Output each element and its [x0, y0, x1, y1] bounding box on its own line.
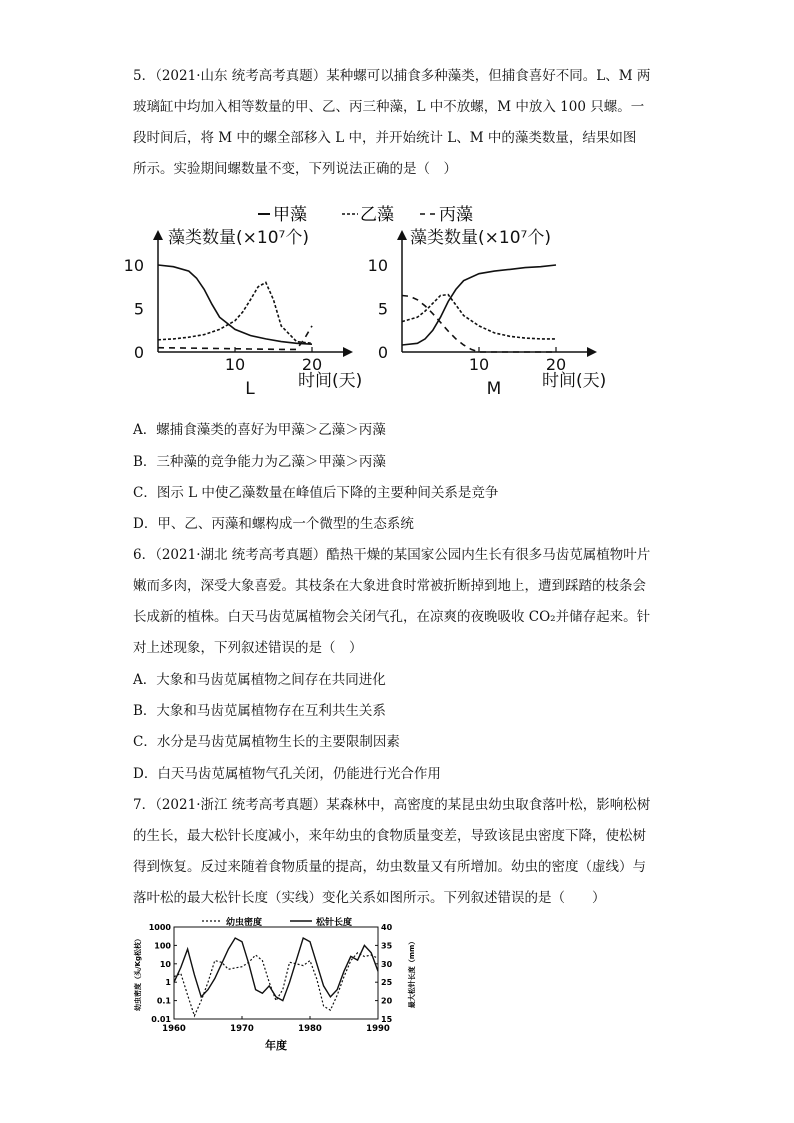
- q6-option-a[interactable]: A．大象和马齿苋属植物之间存在共同进化: [133, 672, 386, 688]
- chart-panel-l: [124, 228, 363, 399]
- legend-label-jia: 甲藻: [273, 205, 307, 225]
- y-tick-label: 10: [367, 256, 388, 275]
- legend-label-yi: 乙藻: [360, 205, 394, 225]
- left-tick-label: 100: [154, 941, 171, 951]
- series-line-乙藻: [402, 295, 556, 339]
- q7-figure: [130, 915, 420, 1055]
- chart-panel-m: [368, 228, 607, 399]
- q6-option-d[interactable]: D．白天马齿苋属植物气孔关闭，仍能进行光合作用: [133, 766, 441, 782]
- y-axis-title: 藻类数量(×10⁷个): [410, 228, 551, 248]
- q5-line: 5．（2021·山东 统考高考真题）某种螺可以捕食多种藻类，但捕食喜好不同。L、M 两: [133, 68, 651, 84]
- panel-label: M: [486, 379, 502, 399]
- q5-line: 段时间后，将 M 中的螺全部移入 L 中，并开始统计 L、M 中的藻类数量，结果如图: [133, 130, 637, 146]
- left-axis-title: 幼虫密度（头/Kg松枝）: [134, 935, 142, 1011]
- x-axis-arrow: [343, 347, 353, 357]
- q6-line: 6．（2021·湖北 统考高考真题）酷热干燥的某国家公园内生长有很多马齿苋属植物叶片: [133, 547, 651, 563]
- x-tick-label: 1970: [230, 1024, 254, 1034]
- right-tick-label: 30: [381, 959, 393, 969]
- q6-line: 嫩而多肉，深受大象喜爱。其枝条在大象进食时常被折断掉到地上，遭到踩踏的枝条会: [133, 578, 646, 594]
- x-tick-label: 1960: [162, 1024, 186, 1034]
- q5-line: 玻璃缸中均加入相等数量的甲、乙、丙三种藻，L 中不放螺，M 中放入 100 只螺。一: [133, 99, 645, 115]
- q6-option-c[interactable]: C．水分是马齿苋属植物生长的主要限制因素: [133, 734, 400, 750]
- x-tick-label: 10: [468, 355, 490, 374]
- left-tick-label: 1: [165, 978, 171, 988]
- x-axis-title: 年度: [265, 1039, 287, 1052]
- q6-option-b[interactable]: B．大象和马齿苋属植物存在互利共生关系: [133, 703, 386, 719]
- series-line-乙藻: [158, 282, 312, 343]
- legend-label-bing: 丙藻: [439, 205, 473, 225]
- x-tick-label: 1990: [366, 1024, 390, 1034]
- q6-line: 对上述现象，下列叙述错误的是（ ）: [133, 640, 363, 656]
- y-axis-title: 藻类数量(×10⁷个): [168, 228, 309, 248]
- y-tick-label: 10: [123, 256, 144, 275]
- x-tick-label: 20: [545, 355, 567, 374]
- y-tick-label: 5: [377, 299, 388, 319]
- right-tick-label: 35: [381, 941, 393, 951]
- x-tick-label: 20: [301, 355, 323, 374]
- y-axis-arrow: [153, 230, 163, 240]
- y-tick-label: 0: [377, 343, 388, 362]
- series-line-丙藻: [402, 296, 556, 353]
- legend-label-needle: 松针长度: [316, 918, 353, 928]
- q5-legend: [258, 205, 473, 225]
- plot-frame: [174, 927, 378, 1019]
- series-line-甲藻: [158, 265, 312, 344]
- q5-figure: [123, 200, 620, 400]
- right-axis-title: 最大松针长度（mm）: [408, 937, 416, 1009]
- right-tick-label: 40: [381, 923, 393, 932]
- left-tick-label: 0.01: [151, 1015, 171, 1024]
- left-tick-label: 1000: [148, 923, 171, 932]
- q7-line: 得到恢复。反过来随着食物质量的提高，幼虫数量又有所增加。幼虫的密度（虚线）与: [133, 859, 646, 875]
- q6-line: 长成新的植株。白天马齿苋属植物会关闭气孔，在凉爽的夜晚吸收 CO₂并储存起来。针: [133, 609, 651, 625]
- x-axis-arrow: [587, 347, 597, 357]
- x-tick-label: 10: [224, 355, 246, 374]
- q7-line: 的生长，最大松针长度减小，来年幼虫的食物质量变差，导致该昆虫密度下降，使松树: [133, 828, 646, 844]
- y-axis-arrow: [397, 230, 407, 240]
- x-tick-label: 1980: [298, 1024, 322, 1034]
- y-tick-label: 0: [133, 343, 144, 362]
- panel-label: L: [245, 379, 255, 399]
- x-axis-title: 时间(天): [542, 371, 607, 391]
- right-tick-label: 20: [381, 996, 393, 1006]
- x-axis-title: 时间(天): [298, 371, 363, 391]
- q5-option-c[interactable]: C．图示 L 中使乙藻数量在峰值后下降的主要种间关系是竞争: [133, 485, 499, 501]
- q5-line: 所示。实验期间螺数量不变，下列说法正确的是（ ）: [133, 161, 457, 177]
- q5-option-d[interactable]: D．甲、乙、丙藻和螺构成一个微型的生态系统: [133, 516, 414, 532]
- left-tick-label: 10: [159, 959, 171, 969]
- q7-line: 7．（2021·浙江 统考高考真题）某森林中，高密度的某昆虫幼虫取食落叶松，影响松树: [133, 797, 651, 813]
- right-tick-label: 15: [381, 1015, 393, 1024]
- q7-line: 落叶松的最大松针长度（实线）变化关系如图所示。下列叙述错误的是（ ）: [133, 890, 606, 906]
- left-tick-label: 0.1: [156, 996, 171, 1006]
- right-tick-label: 25: [381, 978, 393, 988]
- q5-option-b[interactable]: B．三种藻的竞争能力为乙藻＞甲藻＞丙藻: [133, 454, 386, 470]
- series-line-松针长度: [174, 938, 378, 1001]
- legend-label-density: 幼虫密度: [226, 918, 263, 928]
- y-tick-label: 5: [133, 299, 144, 319]
- q5-option-a[interactable]: A．螺捕食藻类的喜好为甲藻＞乙藻＞丙藻: [133, 422, 386, 438]
